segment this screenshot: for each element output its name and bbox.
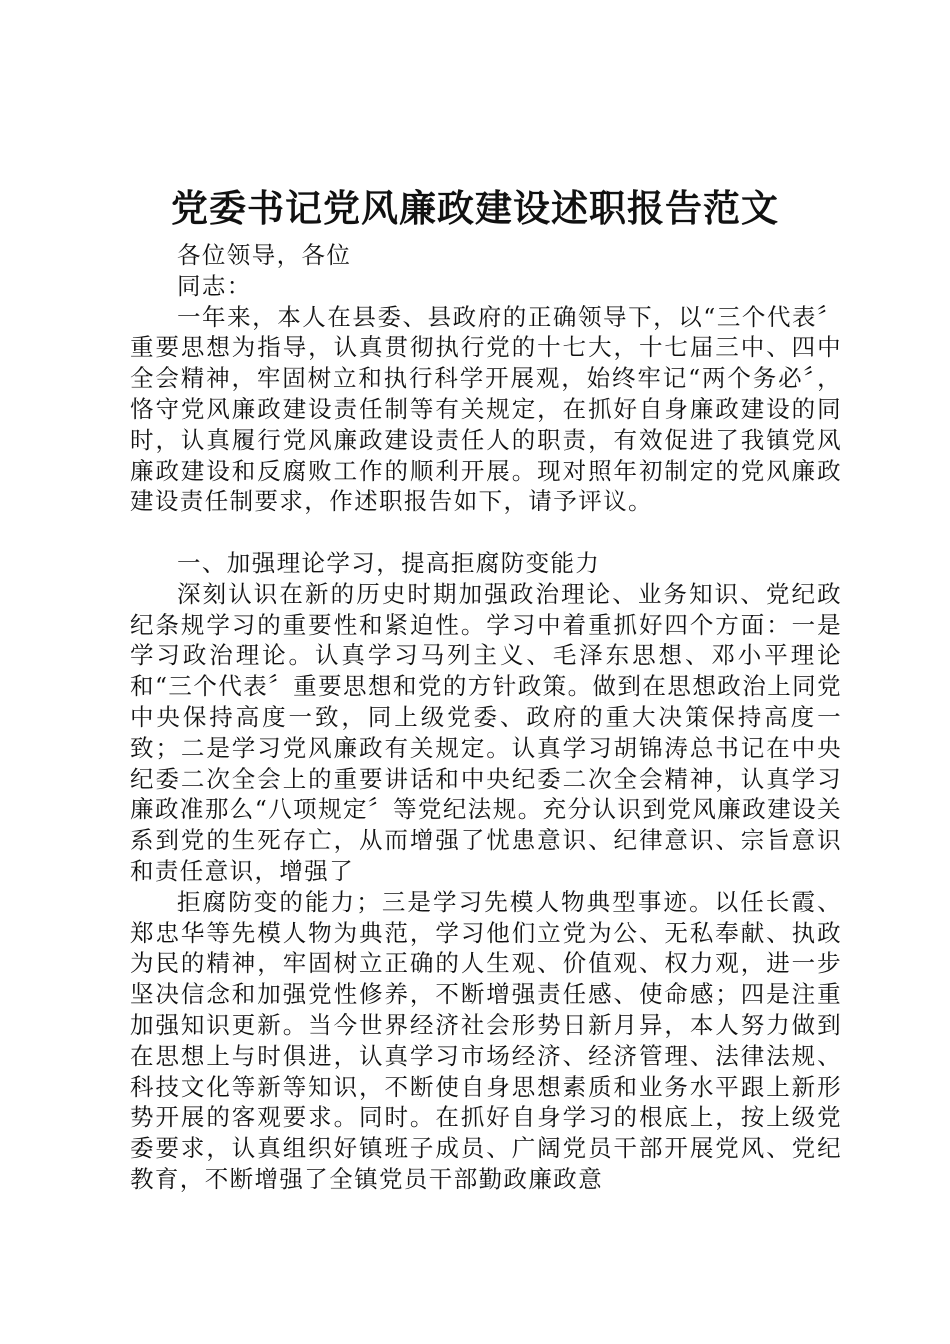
body-paragraph: 一年来，本人在县委、县政府的正确领导下，以“三个代表〞重要思想为指导，认真贯彻执行党的十七大，十七届三中、四中全会精神，牢固树立和执行科学开展观，始终牢记“两个务必〞，恪守党风廉政建设责任制等有关规定，在抓好自身廉政建设的同时，认真履行党风廉政建设责任人的职责，有效促进了我镇党风廉政建设和反腐败工作的顺利开展。现对照年初制定的党风廉政建设责任制要求，作述职报告如下，请予评议。 (130, 302, 842, 516)
body-paragraph: 拒腐防变的能力；三是学习先模人物典型事迹。以任长霞、郑忠华等先模人物为典范，学习他们立党为公、无私奉献、执政为民的精神，牢固树立正确的人生观、价值观、权力观，进一步坚决信念和加强党性修养，不断增强责任感、使命感；四是注重加强知识更新。当今世界经济社会形势日新月异，本人努力做到在思想上与时俱进，认真学习市场经济、经济管理、法律法规、科技文化等新等知识，不断使自身思想素质和业务水平跟上新形势开展的客观要求。同时。在抓好自身学习的根底上，按上级党委要求，认真组织好镇班子成员、广阔党员干部开展党风、党纪教育，不断增强了全镇党员干部勤政廉政意 (130, 887, 842, 1193)
section-heading: 一、加强理论学习，提高拒腐防变能力 (177, 548, 601, 577)
salutation-line: 同志： (177, 271, 252, 300)
salutation-line: 各位领导，各位 (177, 241, 352, 269)
document-body (130, 240, 842, 1195)
document-title: 党委书记党风廉政建设述职报告范文 (171, 186, 779, 230)
body-paragraph: 深刻认识在新的历史时期加强政治理论、业务知识、党纪政纪条规学习的重要性和紧迫性。学习中着重抓好四个方面：一是学习政治理论。认真学习马列主义、毛泽东思想、邓小平理论和“三个代表〞重要思想和党的方针政策。做到在思想政治上同党中央保持高度一致，同上级党委、政府的重大决策保持高度一致；二是学习党风廉政有关规定。认真学习胡锦涛总书记在中央纪委二次全会上的重要讲话和中央纪委二次全会精神，认真学习廉政准那么“八项规定〞等党纪法规。充分认识到党风廉政建设关系到党的生死存亡，从而增强了忧患意识、纪律意识、宗旨意识和责任意识，增强了 (130, 579, 842, 885)
